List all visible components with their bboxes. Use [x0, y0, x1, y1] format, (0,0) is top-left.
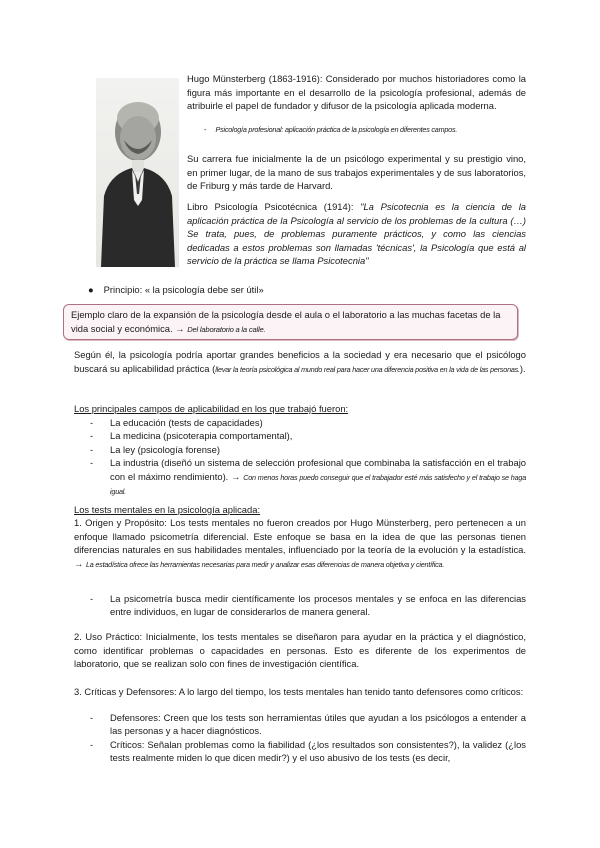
- book-paragraph: [187, 200, 526, 268]
- defenders-item: - Defensores: Creen que los tests son herramientas útiles que ayudan a los psicólogos a entender a las personas y a hacer diagnósticos.: [74, 711, 526, 738]
- tests-origin-text: 1. Origen y Propósito: Los tests mentales no fueron creados por Hugo Münsterberg, pero pertenecen a un enfoque llamado psicometría diferencial. Este enfoque se basa en la idea de que las personas tienen diferencias naturales en sus habilidades mentales, influenciado por la teoría de la evolución y la estadística. →: [74, 517, 526, 569]
- highlight-note: Del laboratorio a la calle.: [187, 324, 266, 334]
- fields-heading: Los principales campos de aplicabilidad en los que trabajó fueron:: [74, 403, 349, 414]
- industry-note: Con menos horas puedo conseguir que el trabajador esté más satisfecho y el trabajo se haga igual.: [110, 472, 526, 497]
- benefits-end: ).: [519, 362, 526, 374]
- intro-note: [204, 125, 534, 135]
- portrait-photo: [96, 78, 179, 267]
- career-paragraph: Su carrera fue inicialmente la de un psicólogo experimental y su prestigio vino, en primer lugar, de la mano de sus trabajos experimentales y de sus laboratorios, de Friburg y más tarde de Harvard.: [187, 153, 526, 192]
- fields-list: [74, 416, 526, 498]
- tests-heading: Los tests mentales en la psicología aplicada:: [74, 504, 261, 515]
- highlight-main: Ejemplo claro de la expansión de la psicología desde el aula o el laboratorio a las muchas facetas de la vida social y económica. →: [71, 309, 501, 334]
- tests-critics-paragraph: 3. Críticas y Defensores: A lo largo del tiempo, los tests mentales han tenido tanto defensores como críticos:: [74, 686, 524, 697]
- critics-list: [74, 711, 526, 765]
- psychometry-item: - La psicometría busca medir científicamente los procesos mentales y se enfoca en las diferencias entre individuos, en lugar de considerarlos de manera general.: [74, 592, 526, 619]
- benefits-main: Según él, la psicología podría aportar grandes beneficios a la sociedad y era necesario que el psicólogo buscará su aplicabilidad práctica (: [74, 349, 526, 374]
- book-title: Libro Psicología Psicotécnica (1914):: [187, 201, 361, 212]
- book-quote: "La Psicotecnia es la ciencia de la aplicación práctica de la Psicología al servicio de los problemas de la cultura (…) Se trata, pues, de problemas puramente prácticos, y como las ciencias dedicadas a estos problemas son llamadas 'técnicas', la Psicología que está al servicio de la práctica se llama Psicotecnia": [187, 201, 526, 267]
- bullet-dot: ●: [88, 284, 94, 295]
- intro-paragraph: Hugo Münsterberg (1863-1916): Considerado por muchos historiadores como la figura más importante en el desarrollo de la psicología profesional, además de atribuirle el papel de fundador y difusor de la psicología aplicada moderna.: [187, 73, 526, 112]
- benefits-note: llevar la teoría psicológica al mundo real para hacer una diferencia positiva en la vida de las personas.: [215, 364, 520, 374]
- industry-text: La industria (diseñó un sistema de selección profesional que combinaba la satisfacción en el trabajo con el máximo rendimiento). →: [110, 457, 526, 482]
- tests-origin-note: La estadística ofrece las herramientas necesarias para medir y analizar esas diferencias de manera objetiva y científica.: [85, 559, 445, 569]
- intro-note-text: Psicología profesional: aplicación práctica de la psicología en diferentes campos.: [215, 125, 458, 134]
- field-item-law: - La ley (psicología forense): [74, 443, 526, 456]
- tests-practical-paragraph: 2. Uso Práctico: Inicialmente, los tests mentales se diseñaron para ayudar en la práctica y el diagnóstico, como identificar problemas o capacidades en personas. Esto es diferente de los experimentos de laboratorio, que se realizan solo con fines de investigación científica.: [74, 631, 526, 670]
- tests-origin-paragraph: [74, 516, 526, 571]
- note-dash: -: [204, 125, 207, 134]
- principle-bullet: [88, 283, 264, 296]
- highlight-text: [71, 308, 512, 336]
- benefits-paragraph: [74, 348, 526, 376]
- principle-text: Principio: « la psicología debe ser útil»: [103, 284, 264, 295]
- field-item-medicine: - La medicina (psicoterapia comportamental),: [74, 429, 526, 442]
- field-item-education: - La educación (tests de capacidades): [74, 416, 526, 429]
- field-item-industry: [74, 456, 526, 498]
- critics-item: - Críticos: Señalan problemas como la fiabilidad (¿los resultados son consistentes?), la validez (¿los tests realmente miden lo que dicen medir?) y el uso abusivo de los tests (es decir,: [74, 738, 526, 765]
- portrait-illustration: [96, 78, 179, 267]
- psychometry-list: [74, 592, 526, 619]
